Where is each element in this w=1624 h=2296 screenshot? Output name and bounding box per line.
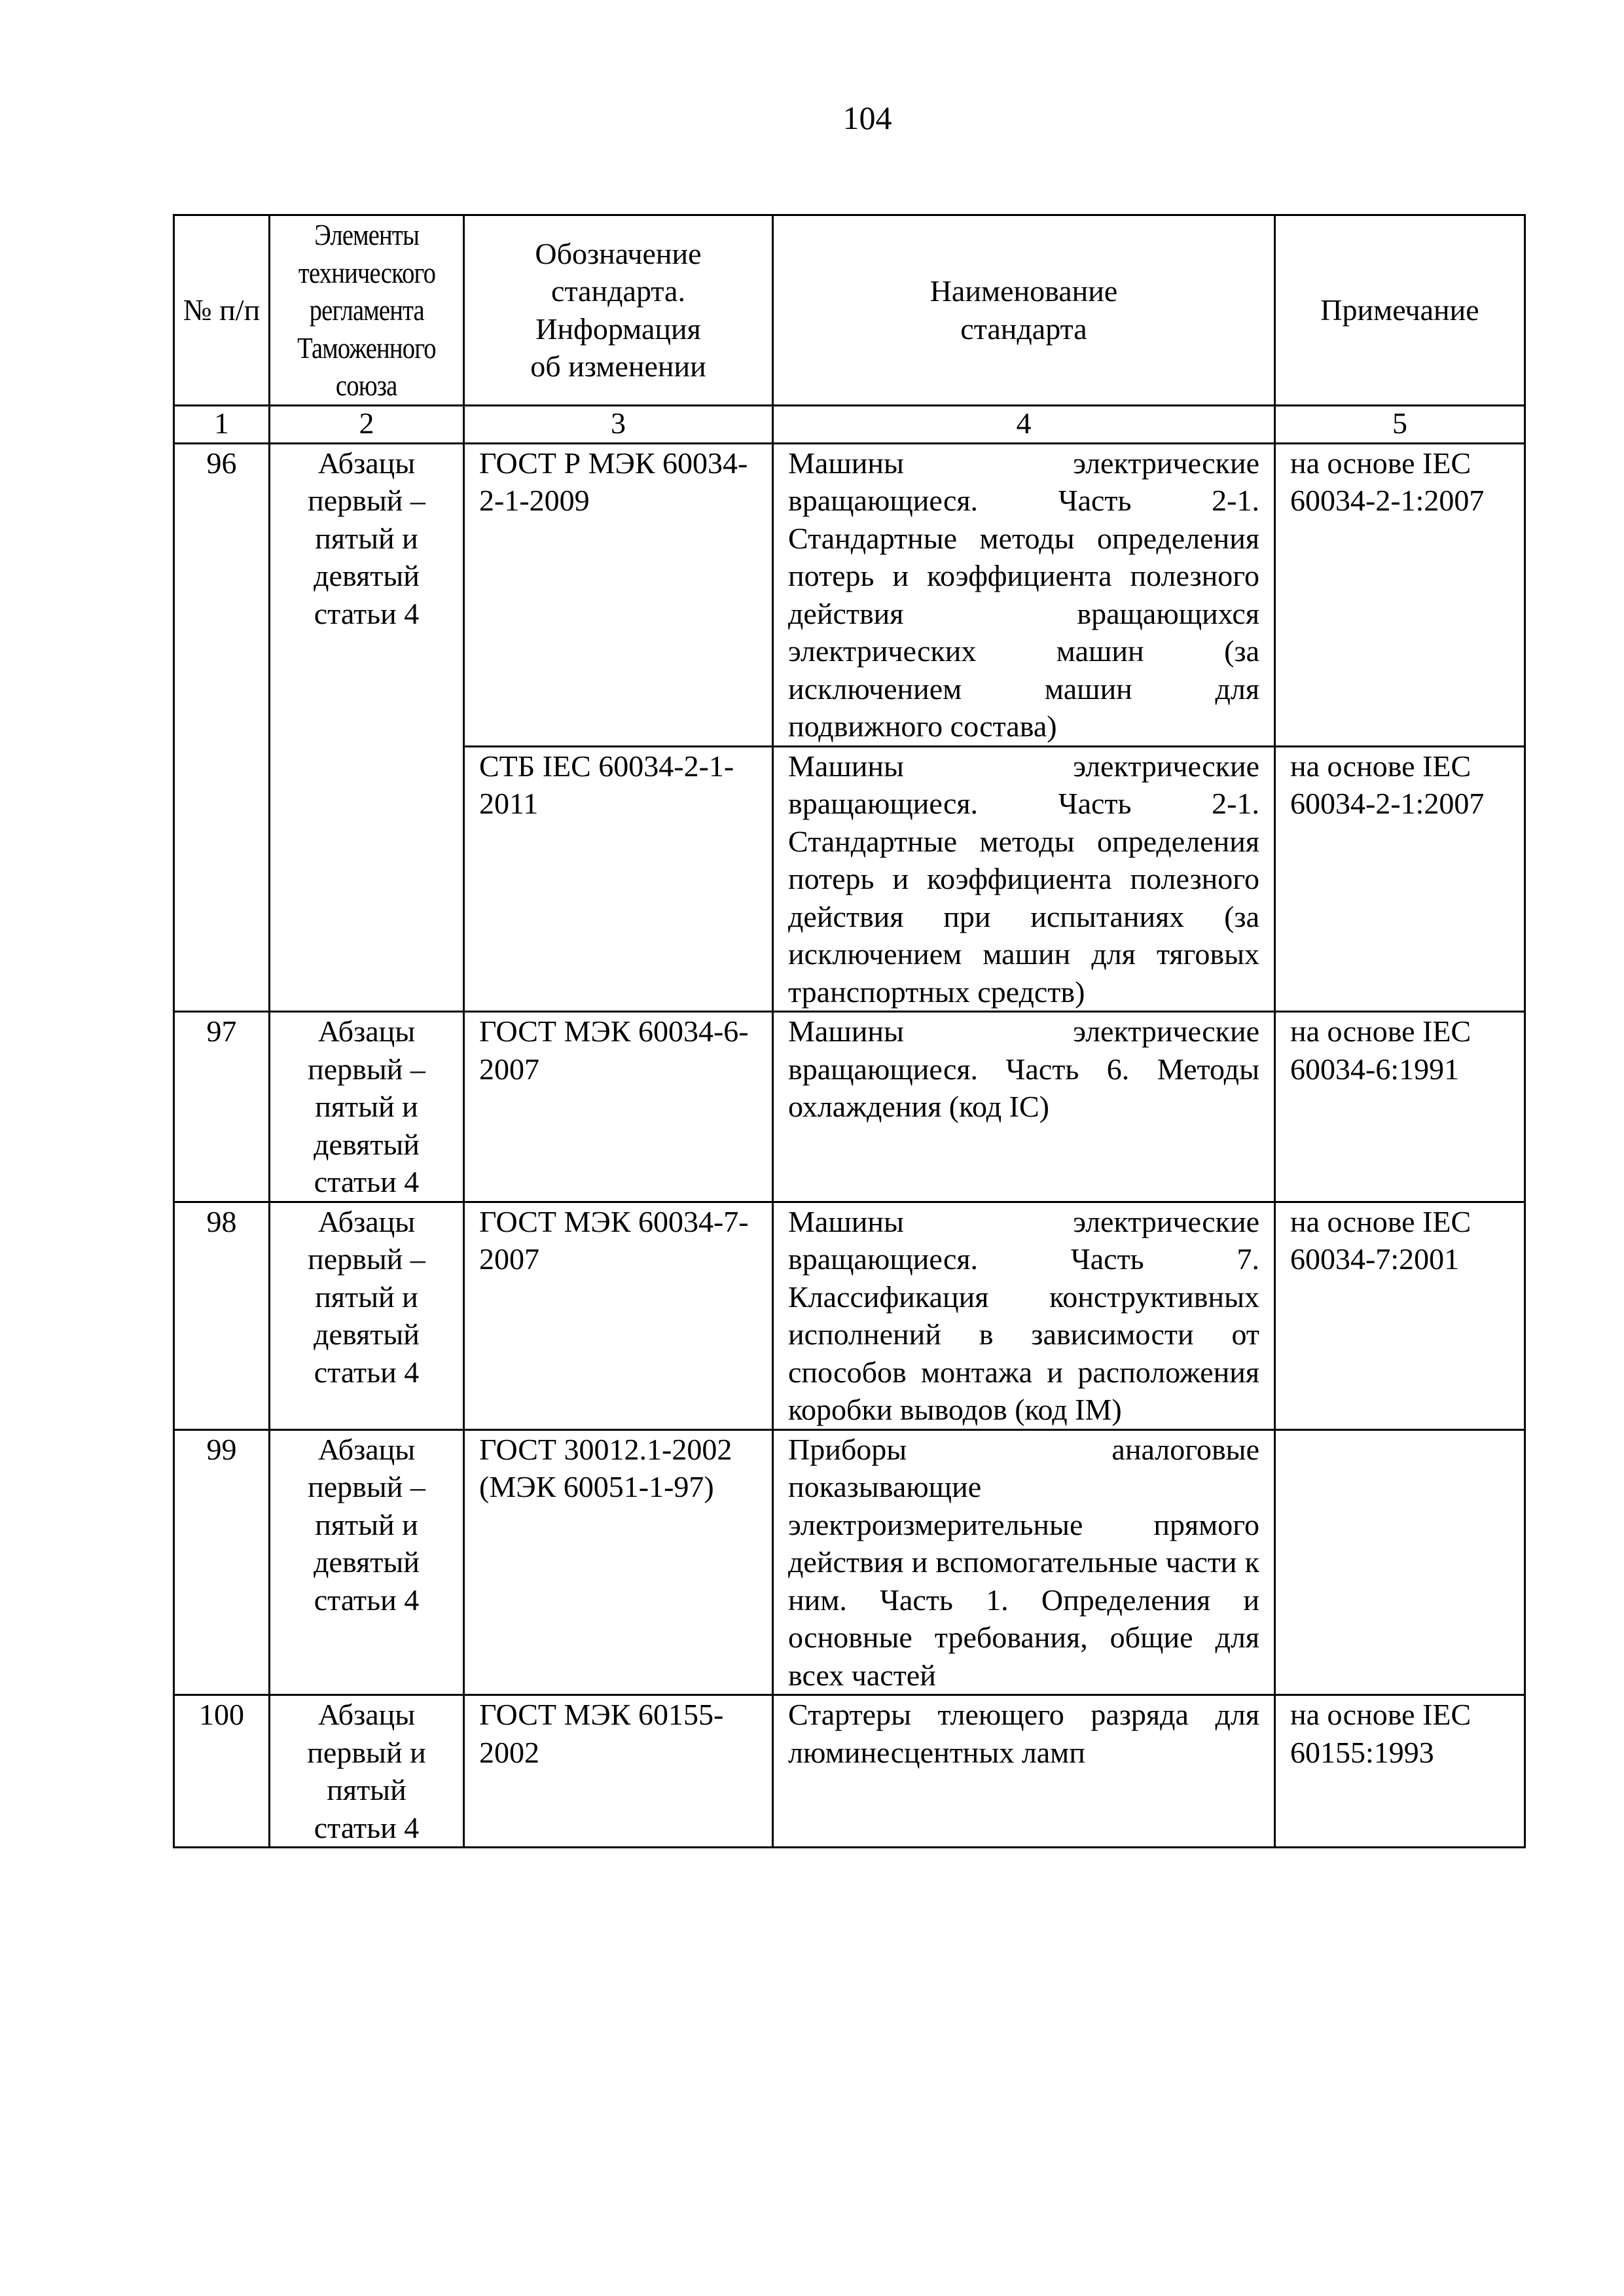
column-index-3: 3 [464,405,773,443]
standard-code: ГОСТ Р МЭК 60034-2-1-2009 [464,443,773,746]
row-elements: Абзацы первый и пятый статьи 4 [270,1695,464,1848]
header-elements-line-1: Элементы [314,218,419,251]
column-index-1: 1 [174,405,270,443]
header-elements-line-4: Таможенного [297,331,436,365]
standard-note [1275,1429,1525,1695]
standard-code: ГОСТ МЭК 60034-6-2007 [464,1012,773,1202]
row-elements: Абзацы первый – пятый и девятый статьи 4 [270,1429,464,1695]
standard-note: на основе IEC 60034-7:2001 [1275,1202,1525,1429]
standard-code: ГОСТ 30012.1-2002 (МЭК 60051-1-97) [464,1429,773,1695]
row-elements: Абзацы первый – пятый и девятый статьи 4 [270,443,464,1012]
table-header-row [174,215,1525,406]
standard-name: Приборы аналоговые показывающие электроизмерительные прямого действия и вспомогательные части к ним. Часть 1. Определения и основные требования, общие для всех частей [773,1429,1275,1695]
standard-note: на основе IEC 60155:1993 [1275,1695,1525,1848]
table-row [174,1695,1525,1848]
row-number: 100 [174,1695,270,1848]
standard-code: ГОСТ МЭК 60155-2002 [464,1695,773,1848]
standard-code: ГОСТ МЭК 60034-7-2007 [464,1202,773,1429]
row-number: 99 [174,1429,270,1695]
standard-name: Машины электрические вращающиеся. Часть 7. Классификация конструктивных исполнений в зависимости от способов монтажа и расположения коробки выводов (код IM) [773,1202,1275,1429]
header-name-line-1: Наименование [929,274,1118,308]
header-name-line-2: стандарта [960,312,1087,346]
header-elements [270,215,464,406]
header-designation-line-4: об изменении [530,350,706,384]
row-elements: Абзацы первый – пятый и девятый статьи 4 [270,1012,464,1202]
header-designation-line-3: Информация [535,312,701,346]
header-note: Примечание [1275,215,1525,406]
standard-name: Машины электрические вращающиеся. Часть 6. Методы охлаждения (код IC) [773,1012,1275,1202]
header-elements-line-5: союза [336,368,397,402]
standard-name: Стартеры тлеющего разряда для люминесцентных ламп [773,1695,1275,1848]
standards-table [173,214,1526,1848]
table-row [174,1429,1525,1695]
table-row [174,443,1525,746]
row-number: 97 [174,1012,270,1202]
header-designation-line-2: стандарта. [551,274,685,308]
standard-note: на основе IEC 60034-6:1991 [1275,1012,1525,1202]
row-number: 96 [174,443,270,1012]
standard-note: на основе IEC 60034-2-1:2007 [1275,746,1525,1012]
header-elements-line-3: регламента [309,293,424,327]
header-designation-line-1: Обозначение [535,236,702,270]
standard-note: на основе IEC 60034-2-1:2007 [1275,443,1525,746]
header-num: № п/п [174,215,270,406]
row-number: 98 [174,1202,270,1429]
row-elements: Абзацы первый – пятый и девятый статьи 4 [270,1202,464,1429]
column-index-2: 2 [270,405,464,443]
column-index-4: 4 [773,405,1275,443]
header-elements-line-2: технического [298,255,435,289]
column-index-row [174,405,1525,443]
column-index-5: 5 [1275,405,1525,443]
standard-name: Машины электрические вращающиеся. Часть 2-1. Стандартные методы определения потерь и коэффициента полезного действия при испытаниях (за исключением машин для тяговых транспортных средств) [773,746,1275,1012]
standard-code: СТБ IEC 60034-2-1-2011 [464,746,773,1012]
standard-name: Машины электрические вращающиеся. Часть 2-1. Стандартные методы определения потерь и коэффициента полезного действия вращающихся электрических машин (за исключением машин для подвижного состава) [773,443,1275,746]
table-row [174,1202,1525,1429]
table-row [174,1012,1525,1202]
page-number: 104 [842,99,892,136]
header-name [773,215,1275,406]
header-designation [464,215,773,406]
